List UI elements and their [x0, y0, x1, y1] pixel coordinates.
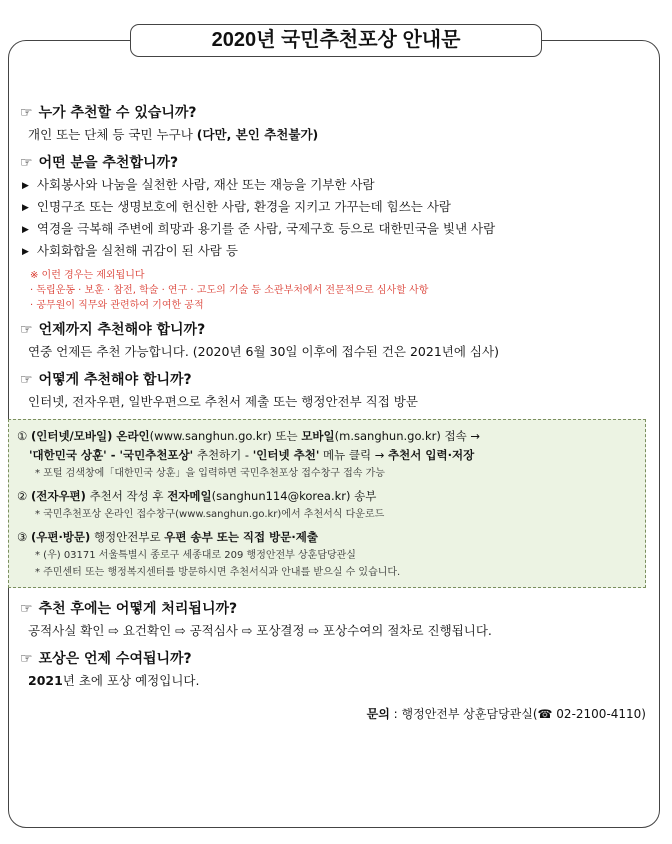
method-email-note: * 국민추천포상 온라인 접수창구(www.sanghun.go.kr)에서 추천서식 다운로드	[35, 509, 385, 520]
section-when-question: ☞ 언제까지 추천해야 합니까?	[20, 322, 206, 338]
triangle-bullet-icon: ▶	[22, 247, 29, 257]
section-award-question: ☞ 포상은 언제 수여됩니까?	[20, 651, 192, 667]
method-online-steps: '대한민국 상훈' - '국민추천포상' 추천하기 - '인터넷 추천' 메뉴 클릭 → 추천서 입력·저장	[29, 448, 475, 462]
contact-info: 문의 : 행정안전부 상훈담당관실(☎ 02-2100-4110)	[366, 707, 646, 721]
method-online-note: * 포털 검색창에「대한민국 상훈」을 입력하면 국민추천포상 접수창구 접속 가능	[35, 468, 385, 479]
document-content	[17, 102, 650, 726]
excluded-item: · 독립운동 · 보훈 · 참전, 학술 · 연구 · 고도의 기술 등 소관부처에서 전문적으로 심사할 사항	[30, 285, 429, 296]
section-how-question: ☞ 어떻게 추천해야 합니까?	[20, 372, 192, 388]
submission-methods-box	[8, 419, 646, 588]
pointing-hand-icon: ☞	[20, 155, 33, 171]
method-email: ② (전자우편) 추천서 작성 후 전자메일(sanghun114@korea.kr) 송부	[17, 489, 377, 503]
pointing-hand-icon: ☞	[20, 372, 33, 388]
section-who-answer: 개인 또는 단체 등 국민 누구나 (다만, 본인 추천불가)	[28, 127, 319, 142]
pointing-hand-icon: ☞	[20, 322, 33, 338]
page-title: 2020년 국민추천포상 안내문	[130, 24, 542, 57]
pointing-hand-icon: ☞	[20, 601, 33, 617]
list-item: ▶ 인명구조 또는 생명보호에 헌신한 사람, 환경을 지키고 가꾸는데 힘쓰는 사람	[22, 199, 451, 214]
section-when-answer: 연중 언제든 추천 가능합니다. (2020년 6월 30일 이후에 접수된 건은 2021년에 심사)	[28, 344, 499, 359]
section-award-answer: 2021년 초에 포상 예정입니다.	[28, 673, 200, 688]
excluded-item: · 공무원이 직무와 관련하여 기여한 공적	[30, 300, 204, 311]
list-item: ▶ 역경을 극복해 주변에 희망과 용기를 준 사람, 국제구호 등으로 대한민국을 빛낸 사람	[22, 221, 496, 236]
section-after-question: ☞ 추천 후에는 어떻게 처리됩니까?	[20, 601, 238, 617]
section-how-answer: 인터넷, 전자우편, 일반우편으로 추천서 제출 또는 행정안전부 직접 방문	[28, 394, 418, 409]
pointing-hand-icon: ☞	[20, 651, 33, 667]
section-whom-question: ☞ 어떤 분을 추천합니까?	[20, 155, 179, 171]
list-item: ▶ 사회화합을 실천해 귀감이 된 사람 등	[22, 243, 238, 258]
eligible-list	[20, 174, 650, 262]
method-mail-address: * (우) 03171 서울특별시 종로구 세종대로 209 행정안전부 상훈담당관실	[35, 550, 356, 561]
phone-icon: ☎	[537, 707, 553, 721]
method-visit-note: * 주민센터 또는 행정복지센터를 방문하시면 추천서식과 안내를 받으실 수 있습니다.	[35, 567, 401, 578]
triangle-bullet-icon: ▶	[22, 225, 29, 235]
method-mail-visit: ③ (우편·방문) 행정안전부로 우편 송부 또는 직접 방문·제출	[17, 530, 318, 544]
section-who-question: ☞ 누가 추천할 수 있습니까?	[20, 105, 197, 121]
excluded-title: ※ 이런 경우는 제외됩니다	[30, 270, 145, 281]
triangle-bullet-icon: ▶	[22, 203, 29, 213]
list-item: ▶ 사회봉사와 나눔을 실천한 사람, 재산 또는 재능을 기부한 사람	[22, 177, 375, 192]
triangle-bullet-icon: ▶	[22, 181, 29, 191]
method-online: ① (인터넷/모바일) 온라인(www.sanghun.go.kr) 또는 모바일(m.sanghun.go.kr) 접속 →	[17, 429, 480, 443]
pointing-hand-icon: ☞	[20, 105, 33, 121]
section-after-answer: 공적사실 확인 ⇨ 요건확인 ⇨ 공적심사 ⇨ 포상결정 ⇨ 포상수여의 절차로 진행됩니다.	[28, 623, 492, 638]
